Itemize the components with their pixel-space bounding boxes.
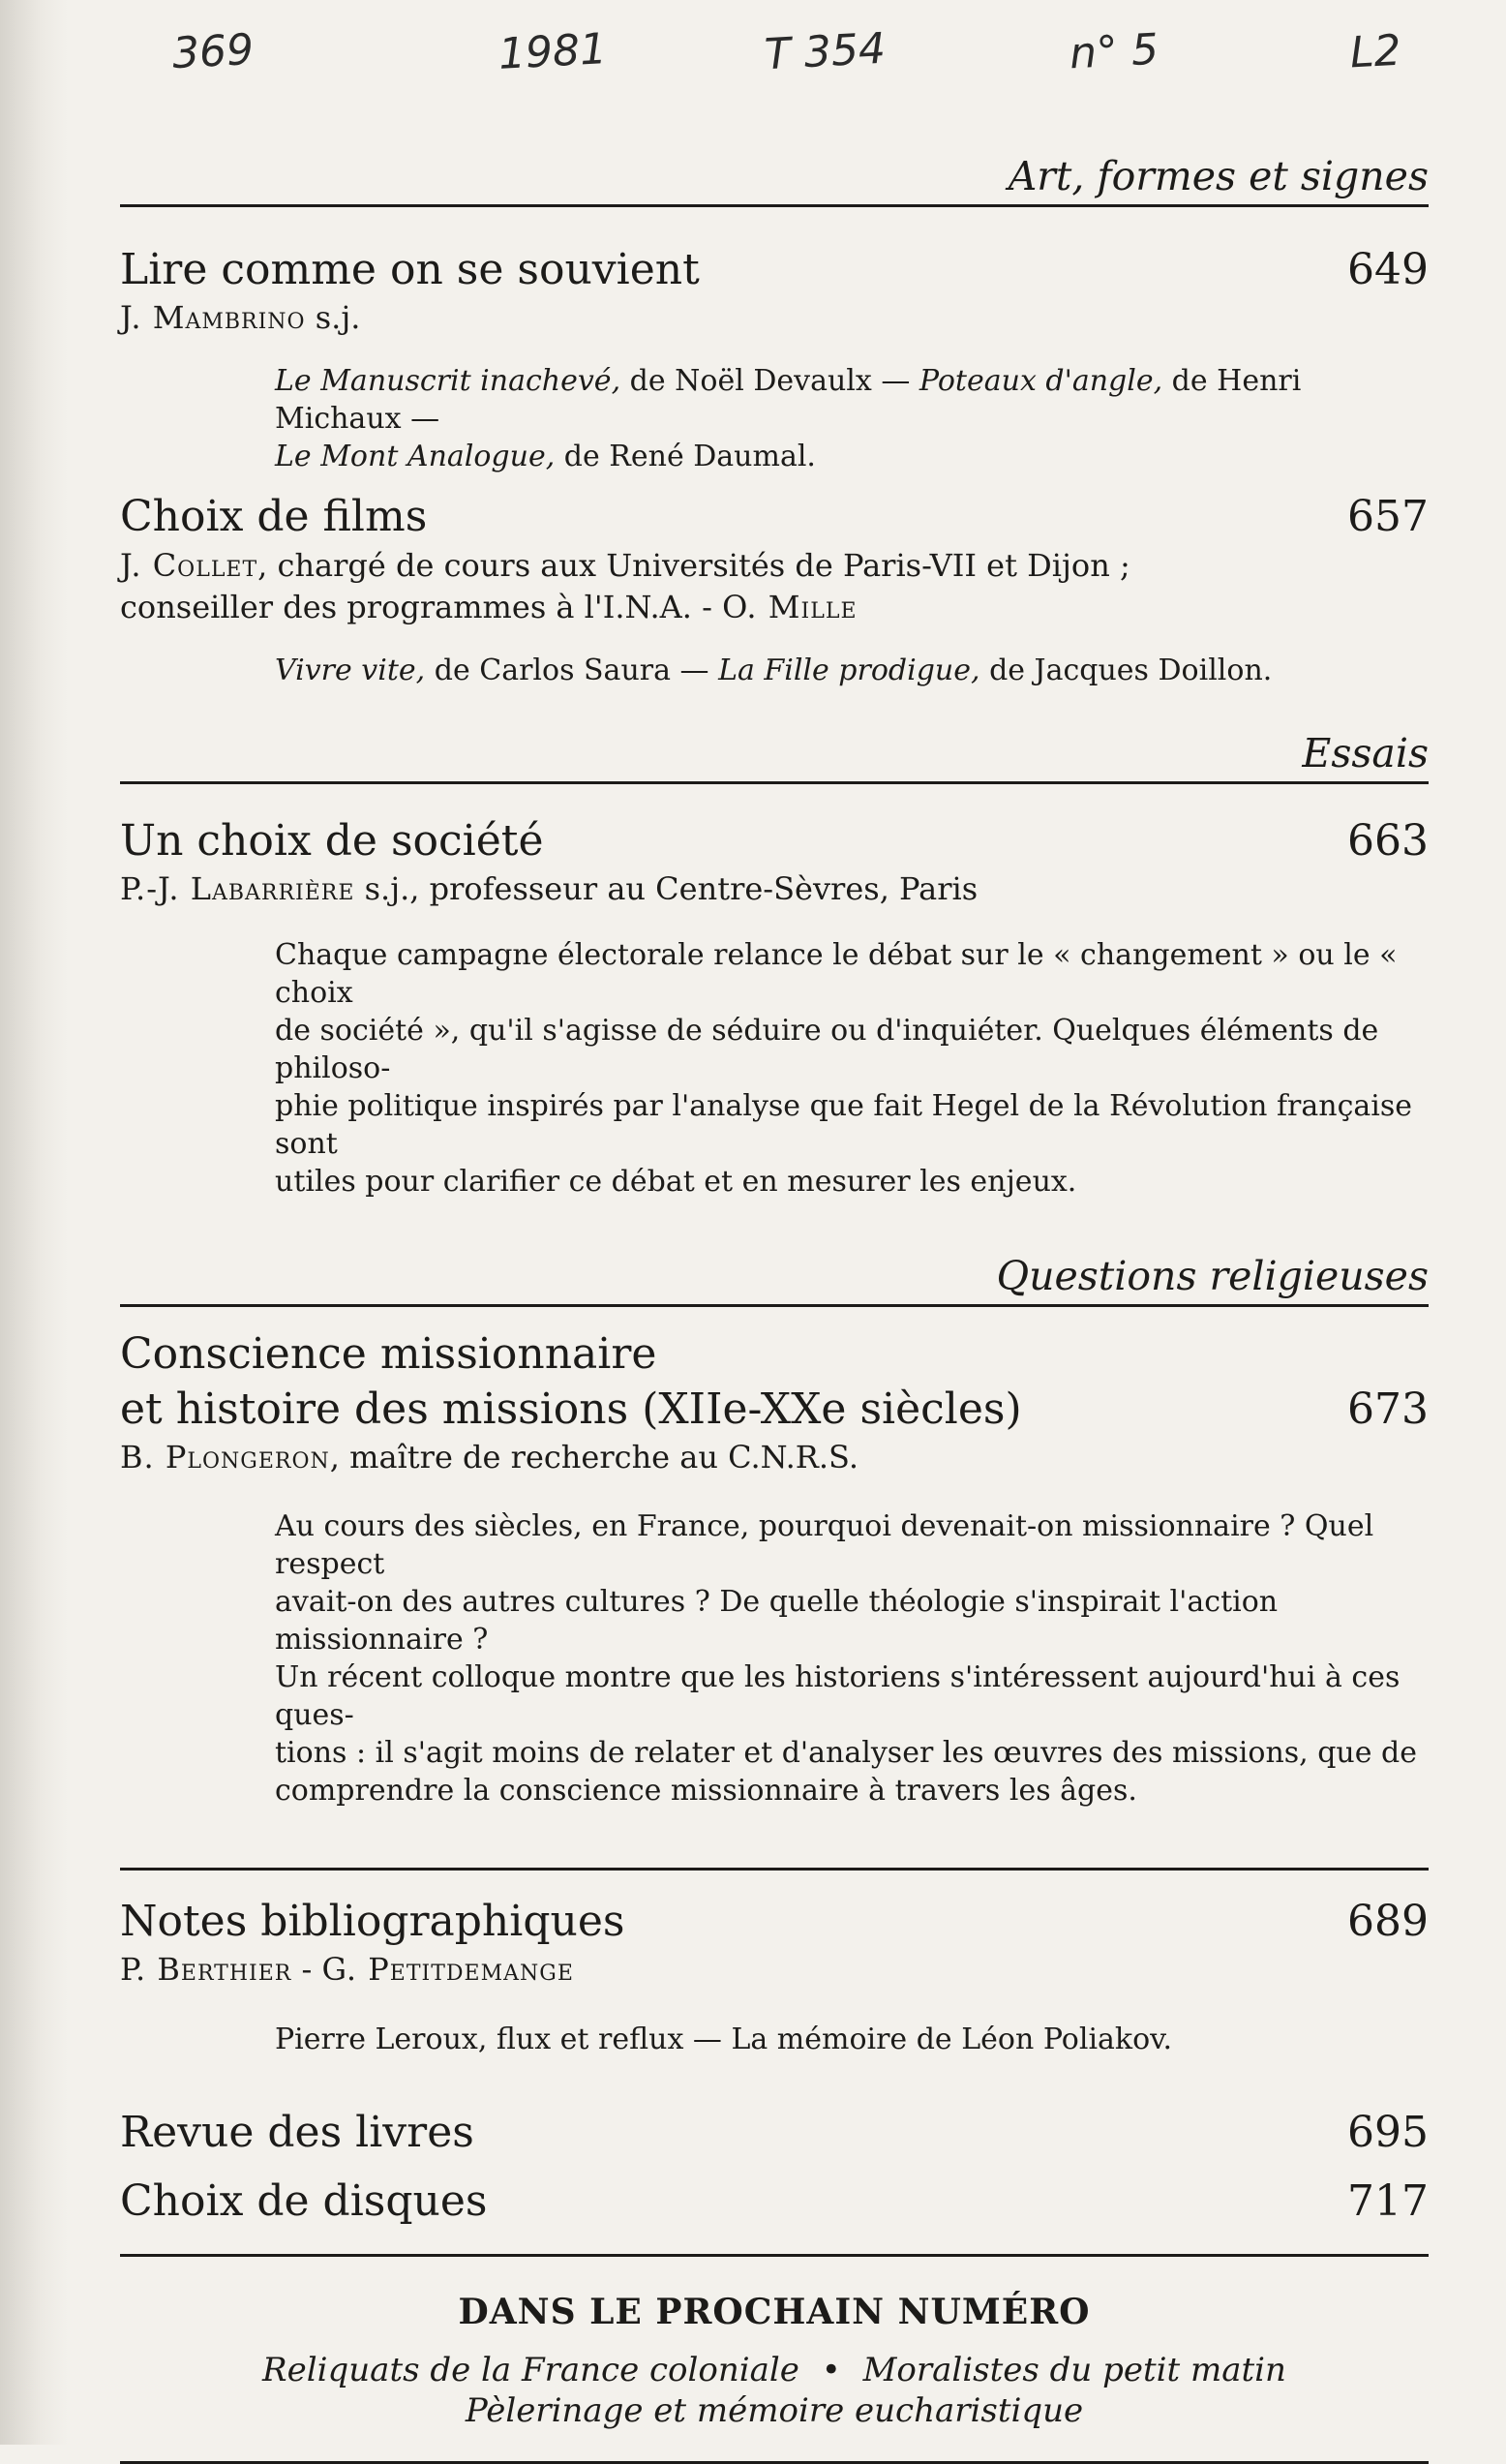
handwritten-notes [0,23,1506,95]
author-name: O. Mille [722,588,858,625]
entry-row [120,813,1429,868]
entry-page-number: 657 [1347,492,1429,542]
entry-page-number: 649 [1347,245,1429,295]
entry-lire [120,242,1429,475]
entry-page-number: 663 [1347,816,1429,867]
entry-author [120,1949,1429,1991]
handwritten-issue: n° 5 [1068,24,1160,79]
next-issue-block [120,2292,1429,2432]
entry-description [275,1507,1429,1810]
entry-title: Notes bibliographiques [120,1897,625,1947]
entry-row [120,1382,1429,1437]
section-divider [120,2461,1429,2464]
desc-text: de Henri Michaux — [275,364,1302,437]
author-line [120,545,1429,587]
bullet-separator: • [821,2350,841,2389]
entry-title: Revue des livres [120,2107,474,2157]
desc-line: Au cours des siècles, en France, pourquoi devenait-on missionnaire ? Quel respect [275,1509,1374,1582]
desc-line [275,438,1429,475]
desc-line: Chaque campagne électorale relance le débat sur le « changement » ou le « choix [275,937,1398,1010]
author-name: B. Plongeron [120,1438,330,1475]
desc-line: comprendre la conscience missionnaire à travers les âges. [275,1774,1137,1809]
entry-notes [120,1894,1429,2057]
author-line [120,587,1429,628]
entry-title: Choix de films [120,492,428,542]
entry-title-line [120,1326,1429,1382]
author-name: J. Collet [120,546,258,584]
section-heading-questions: Questions religieuses [120,1255,1429,1307]
section-divider [120,1868,1429,1871]
handwritten-code: L2 [1348,25,1402,78]
section-divider [120,2254,1429,2257]
section-heading-essais: Essais [120,732,1429,784]
entry-description [275,936,1429,1201]
work-title: La Fille prodigue, [718,654,980,688]
section-heading-art: Art, formes et signes [120,155,1429,207]
entry-description [275,652,1429,689]
work-title: Le Mont Analogue, [275,440,556,474]
next-issue-item: Pèlerinage et mémoire eucharistique [465,2391,1084,2431]
author-suffix: s.j. [305,299,361,337]
entry-revue [120,2105,1429,2160]
entry-missions [120,1326,1429,1810]
entry-page-number: 689 [1347,1897,1429,1947]
desc-line [275,652,1429,689]
work-title: Poteaux d'angle, [919,364,1163,399]
author-suffix: conseiller des programmes à l'I.N.A. - [120,588,723,625]
entry-title: Conscience missionnaire [120,1328,657,1379]
entry-row [120,2174,1429,2229]
entry-title: Un choix de société [120,816,544,867]
next-issue-item: Moralistes du petit matin [862,2350,1286,2389]
next-issue-title: DANS LE PROCHAIN NUMÉRO [458,2291,1091,2332]
author-suffix: , chargé de cours aux Universités de Paris-VII et Dijon ; [257,546,1130,584]
entry-author [120,868,1429,910]
desc-text: de Noël Devaulx — [620,364,919,399]
entry-films [120,489,1429,689]
entry-title: Choix de disques [120,2175,488,2226]
table-of-contents [120,155,1429,2464]
author-name: J. Mambrino [120,299,306,337]
work-title: Vivre vite, [275,654,426,688]
handwritten-year: 1981 [497,24,609,79]
page-edge-shadow [0,0,68,2445]
handwritten-tome: T 354 [763,23,888,80]
author-suffix: , maître de recherche au C.N.R.S. [329,1438,858,1475]
entry-page-number: 673 [1347,1384,1429,1434]
next-issue-item: Reliquats de la France coloniale [262,2350,799,2389]
entry-author [120,545,1429,628]
work-title: Le Manuscrit inachevé, [275,364,621,399]
desc-line: tions : il s'agit moins de relater et d'analyser les œuvres des missions, que de [275,1736,1418,1771]
author-suffix: s.j., professeur au Centre-Sèvres, Paris [354,870,979,908]
desc-line: de société », qu'il s'agisse de séduire ou d'inquiéter. Quelques éléments de philoso- [275,1013,1379,1085]
entry-author [120,1437,1429,1478]
entry-page-number: 695 [1347,2107,1429,2157]
author-name: P. Berthier [120,1951,292,1989]
entry-societe [120,813,1429,1200]
entry-page-number: 717 [1347,2175,1429,2226]
desc-line: phie politique inspirés par l'analyse que fait Hegel de la Révolution française sont [275,1088,1413,1161]
entry-row [120,1894,1429,1949]
next-issue-line [120,2350,1429,2391]
entry-row [120,489,1429,544]
desc-line [275,362,1429,438]
desc-text: de René Daumal. [555,440,816,474]
entry-author [120,297,1429,339]
author-separator: - [291,1951,322,1989]
desc-text: de Carlos Saura — [425,654,719,688]
entry-row [120,2105,1429,2160]
entry-disques [120,2174,1429,2229]
handwritten-number: 369 [170,24,256,79]
desc-text: de Jacques Doillon. [979,654,1273,688]
desc-line: avait-on des autres cultures ? De quelle théologie s'inspirait l'action missionnaire ? [275,1585,1279,1658]
entry-description: Pierre Leroux, flux et reflux — La mémoire de Léon Poliakov. [275,2022,1173,2056]
desc-line: utiles pour clarifier ce débat et en mesurer les enjeux. [275,1164,1077,1199]
author-name: P.-J. Labarrière [120,870,355,908]
entry-title: Lire comme on se souvient [120,245,700,295]
entry-row [120,242,1429,297]
desc-line: Un récent colloque montre que les historiens s'intéressent aujourd'hui à ces ques- [275,1660,1401,1733]
entry-description [275,362,1429,475]
author-name: G. Petitdemange [321,1951,574,1989]
entry-title: et histoire des missions (XIIe-XXe siècles) [120,1384,1022,1434]
